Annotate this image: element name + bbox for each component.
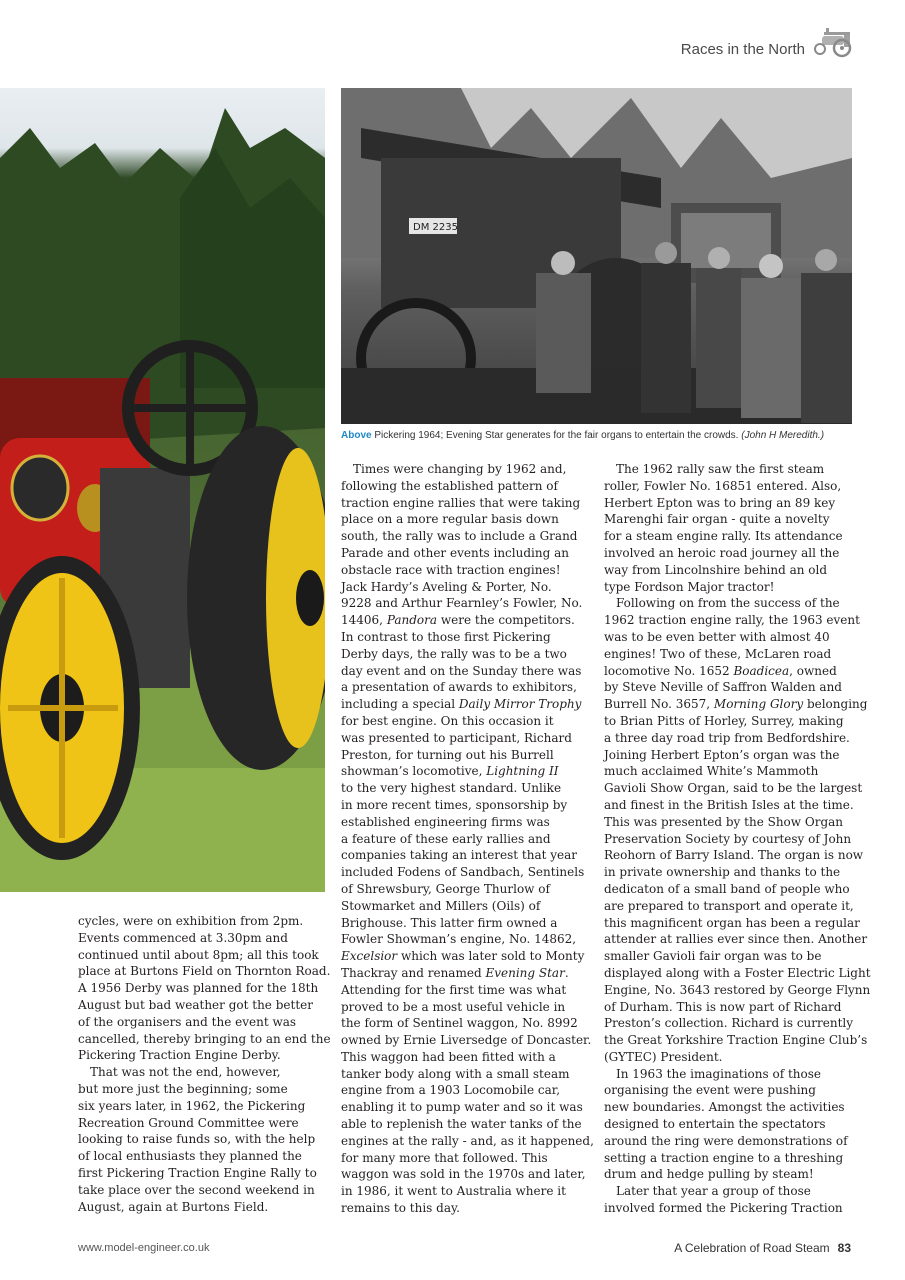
text-line: tanker body along with a small steam <box>341 1066 570 1081</box>
text-line: Jack Hardy’s Aveling & Porter, No. <box>341 579 552 594</box>
text-line: showman’s locomotive, Lightning II <box>341 764 559 779</box>
text-line: owned by Ernie Liversedge of Doncaster. <box>341 1033 592 1048</box>
text-line: Gavioli Show Organ, said to be the largest <box>604 781 863 796</box>
text-line: Marenghi fair organ - quite a novelty <box>604 512 830 527</box>
text-line: including a special Daily Mirror Trophy <box>341 697 582 712</box>
caption-credit: (John H Meredith.) <box>741 430 825 441</box>
text-line: traction engine rallies that were taking <box>341 495 581 510</box>
text-line: remains to this day. <box>341 1201 460 1216</box>
text-line: involved formed the Pickering Traction <box>604 1201 843 1216</box>
text-line: day event and on the Sunday there was <box>341 663 582 678</box>
text-line: Brighouse. This latter firm owned a <box>341 915 558 930</box>
running-header-title: Races in the North <box>680 41 805 58</box>
text-line: engines at the rally - and, as it happened, <box>341 1133 594 1148</box>
text-line: looking to raise funds so, with the help <box>78 1132 316 1147</box>
text-line: The 1962 rally saw the first steam <box>616 462 825 476</box>
text-line: but more just the beginning; some <box>78 1081 288 1096</box>
text-line: 9228 and Arthur Fearnley’s Fowler, No. <box>341 596 583 611</box>
footer-publication <box>674 1241 851 1255</box>
text-line: cancelled, thereby bringing to an end the <box>78 1031 331 1046</box>
text-line: Preservation Society by courtesy of John <box>604 831 852 846</box>
text-line: companies taking an interest that year <box>341 848 578 863</box>
text-line: In 1963 the imaginations of those <box>616 1066 821 1081</box>
traction-engine-icon <box>810 28 854 58</box>
red-and-yellow-traction-engine-photo <box>0 88 325 892</box>
text-line: Later that year a group of those <box>616 1184 811 1199</box>
text-line: cycles, were on exhibition from 2pm. <box>78 914 304 928</box>
text-line: A 1956 Derby was planned for the 18th <box>78 981 319 996</box>
text-line: Pickering Traction Engine Derby. <box>78 1048 281 1063</box>
text-line: a presentation of awards to exhibitors, <box>341 680 577 695</box>
text-line: type Fordson Major tractor! <box>604 579 775 594</box>
text-line: That was not the end, however, <box>90 1065 281 1080</box>
text-line: Excelsior which was later sold to Monty <box>341 949 585 964</box>
text-line: Thackray and renamed Evening Star. <box>341 965 569 980</box>
text-line: this magnificent organ has been a regular <box>604 915 860 930</box>
article-column-1 <box>78 913 331 1215</box>
text-line: waggon was sold in the 1970s and later, <box>341 1167 586 1182</box>
text-line: much acclaimed White’s Mammoth <box>604 764 819 779</box>
text-line: involved an heroic road journey all the <box>604 545 840 560</box>
text-line: Times were changing by 1962 and, <box>353 462 567 476</box>
text-line: included Fodens of Sandbach, Sentinels <box>341 865 585 880</box>
footer-website-url: www.model-engineer.co.uk <box>78 1242 210 1254</box>
text-line: organising the event were pushing <box>604 1083 816 1098</box>
text-line: Following on from the success of the <box>616 596 840 611</box>
text-line: new boundaries. Amongst the activities <box>604 1100 845 1115</box>
text-line: Burrell No. 3657, Morning Glory belonging <box>604 697 868 712</box>
article-column-3 <box>604 461 871 1217</box>
text-line: the Great Yorkshire Traction Engine Club’s <box>604 1033 868 1048</box>
text-line: Recreation Ground Committee were <box>78 1115 299 1130</box>
text-line: of Shrewsbury, George Thurlow of <box>341 881 550 896</box>
text-line: way from Lincolnshire behind an old <box>604 562 828 577</box>
black-and-white-showmans-engine-photo <box>341 88 852 424</box>
text-line: (GYTEC) President. <box>604 1049 723 1064</box>
footer-publication-title: A Celebration of Road Steam <box>674 1241 830 1255</box>
text-line: by Steve Neville of Saffron Walden and <box>604 680 842 695</box>
text-line: of the organisers and the event was <box>78 1014 297 1029</box>
text-line: Preston, for turning out his Burrell <box>341 747 554 762</box>
text-line: Herbert Epton was to bring an 89 key <box>604 495 836 510</box>
text-line: Preston’s collection. Richard is currently <box>604 1016 854 1031</box>
text-line: are prepared to transport and operate it, <box>604 898 854 913</box>
text-line: engines! Two of these, McLaren road <box>604 646 832 661</box>
caption-text: Pickering 1964; Evening Star generates for the fair organs to entertain the crowds. <box>374 430 739 441</box>
text-line: able to replenish the water tanks of the <box>341 1117 582 1132</box>
text-line: a feature of these early rallies and <box>341 831 551 846</box>
text-line: attender at rallies ever since then. Another <box>604 932 868 947</box>
text-line: of Durham. This is now part of Richard <box>604 999 842 1014</box>
text-line: Fowler Showman’s engine, No. 14862, <box>341 932 577 947</box>
text-line: was to be even better with almost 40 <box>604 629 830 644</box>
text-line: in 1986, it went to Australia where it <box>341 1184 566 1199</box>
article-column-2 <box>341 461 594 1217</box>
text-line: place on a more regular basis down <box>341 512 559 527</box>
text-line: around the ring were demonstrations of <box>604 1133 848 1148</box>
text-line: following the established pattern of <box>341 478 558 493</box>
text-line: displayed along with a Foster Electric Light <box>604 965 871 980</box>
text-line: in more recent times, sponsorship by <box>341 797 568 812</box>
text-line: Parade and other events including an <box>341 545 569 560</box>
text-line: Derby days, the rally was to be a two <box>341 646 567 661</box>
page-number: 83 <box>837 1241 851 1255</box>
text-line: continued until about 8pm; all this took <box>78 947 319 962</box>
text-line: the form of Sentinel waggon, No. 8992 <box>341 1016 578 1031</box>
text-line: drum and hedge pulling by steam! <box>604 1167 814 1182</box>
text-line: enabling it to pump water and so it was <box>341 1100 583 1115</box>
text-line: and finest in the British Isles at the time. <box>604 797 854 812</box>
text-line: Stowmarket and Millers (Oils) of <box>341 898 541 913</box>
text-line: setting a traction engine to a threshing <box>604 1150 844 1165</box>
photo-caption <box>341 430 861 441</box>
text-line: place at Burtons Field on Thornton Road. <box>78 964 331 979</box>
text-line: a three day road trip from Bedfordshire. <box>604 730 850 745</box>
text-line: Reohorn of Barry Island. The organ is now <box>604 848 864 863</box>
text-line: for a steam engine rally. Its attendance <box>604 529 843 544</box>
text-line: obstacle race with traction engines! <box>341 562 561 577</box>
text-line: Attending for the first time was what <box>341 982 567 997</box>
text-line: to Brian Pitts of Horley, Surrey, making <box>604 713 844 728</box>
text-line: of local enthusiasts they planned the <box>78 1149 302 1164</box>
text-line: take place over the second weekend in <box>78 1182 315 1197</box>
text-line: smaller Gavioli fair organ was to be <box>604 949 822 964</box>
text-line: 1962 traction engine rally, the 1963 event <box>604 613 860 628</box>
text-line: Engine, No. 3643 restored by George Flynn <box>604 982 871 997</box>
text-line: Joining Herbert Epton’s organ was the <box>604 747 840 762</box>
text-line: for many more that followed. This <box>341 1150 548 1165</box>
text-line: in private ownership and thanks to the <box>604 865 841 880</box>
text-line: August but bad weather got the better <box>78 997 313 1012</box>
text-line: In contrast to those first Pickering <box>341 629 551 644</box>
text-line: 14406, Pandora were the competitors. <box>341 613 575 628</box>
text-line: Events commenced at 3.30pm and <box>78 930 288 945</box>
text-line: proved to be a most useful vehicle in <box>341 999 566 1014</box>
text-line: August, again at Burtons Field. <box>78 1199 269 1214</box>
text-line: six years later, in 1962, the Pickering <box>78 1098 306 1113</box>
text-line: dedicaton of a small band of people who <box>604 881 850 896</box>
text-line: first Pickering Traction Engine Rally to <box>78 1165 317 1180</box>
text-line: roller, Fowler No. 16851 entered. Also, <box>604 478 842 493</box>
caption-lead: Above <box>341 430 372 441</box>
text-line: This waggon had been fitted with a <box>341 1049 556 1064</box>
text-line: south, the rally was to include a Grand <box>341 529 578 544</box>
text-line: locomotive No. 1652 Boadicea, owned <box>604 663 837 678</box>
engine-registration-plate: DM 2235 <box>413 222 458 233</box>
text-line: established engineering firms was <box>341 814 550 829</box>
text-line: This was presented by the Show Organ <box>604 814 844 829</box>
text-line: engine from a 1903 Locomobile car, <box>341 1083 561 1098</box>
text-line: to the very highest standard. Unlike <box>341 781 562 796</box>
text-line: was presented to participant, Richard <box>341 730 572 745</box>
text-line: designed to entertain the spectators <box>604 1117 826 1132</box>
text-line: for best engine. On this occasion it <box>341 713 554 728</box>
